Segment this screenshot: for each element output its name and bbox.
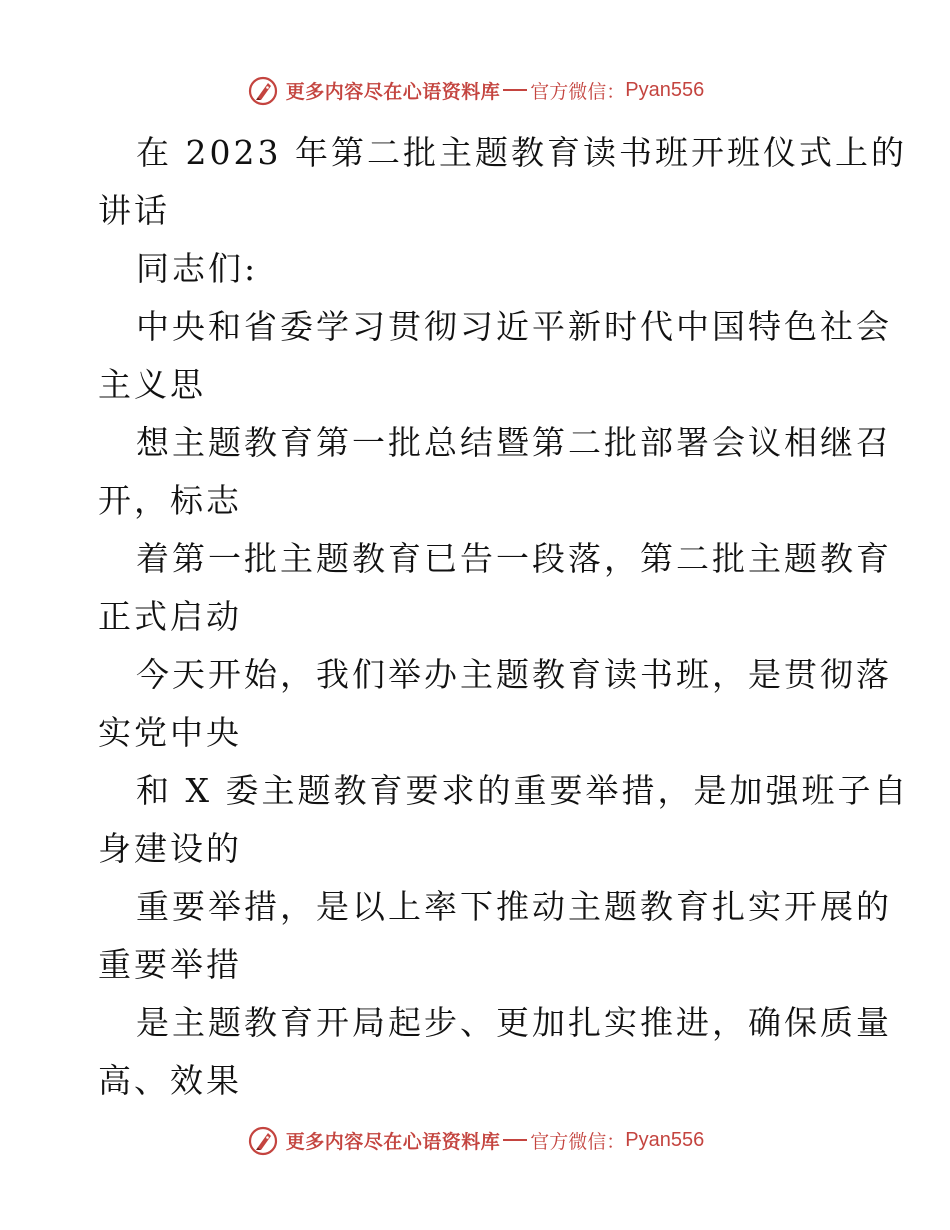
banner-text: [286, 77, 705, 104]
banner-wechat-id: Pyan556: [625, 78, 705, 101]
text-line: 重要举措: [98, 945, 242, 984]
banner-dash: [503, 89, 527, 91]
text-line: 正式启动: [98, 597, 242, 636]
text-line: 和 X 委主题教育要求的重要举措，是加强班子自: [136, 771, 910, 810]
text-line: 重要举措，是以上率下推动主题教育扎实开展的: [136, 887, 892, 926]
banner-wechat-id: Pyan556: [625, 1128, 705, 1151]
text-line: 着第一批主题教育已告一段落，第二批主题教育: [136, 539, 892, 578]
document-body: [98, 124, 910, 1110]
text-line: 身建设的: [98, 829, 242, 868]
banner-dash: [503, 1139, 527, 1141]
banner-text: [286, 1127, 705, 1154]
pen-nib-logo: [246, 73, 280, 107]
text-line: 是主题教育开局起步、更加扎实推进，确保质量: [136, 1003, 892, 1042]
text-line: 高、效果: [98, 1061, 242, 1100]
text-line: 今天开始，我们举办主题教育读书班，是贯彻落: [136, 655, 892, 694]
footer-banner: [0, 1120, 950, 1160]
header-banner: [0, 70, 950, 110]
text-line: 中央和省委学习贯彻习近平新时代中国特色社会: [136, 307, 892, 346]
text-line: 在 2023 年第二批主题教育读书班开班仪式上的: [136, 133, 907, 172]
text-line: 开，标志: [98, 481, 242, 520]
banner-wechat-label: 官方微信：: [530, 80, 626, 103]
text-line: 实党中央: [98, 713, 242, 752]
text-line: 想主题教育第一批总结暨第二批部署会议相继召: [136, 423, 892, 462]
banner-wechat-label: 官方微信：: [530, 1130, 626, 1153]
banner-main-text: 更多内容尽在心语资料库: [285, 80, 501, 103]
pen-nib-logo: [246, 1123, 280, 1157]
text-line: 同志们:: [136, 249, 259, 288]
text-line: 主义思: [98, 365, 206, 404]
banner-main-text: 更多内容尽在心语资料库: [285, 1130, 501, 1153]
text-line: 讲话: [98, 191, 170, 230]
